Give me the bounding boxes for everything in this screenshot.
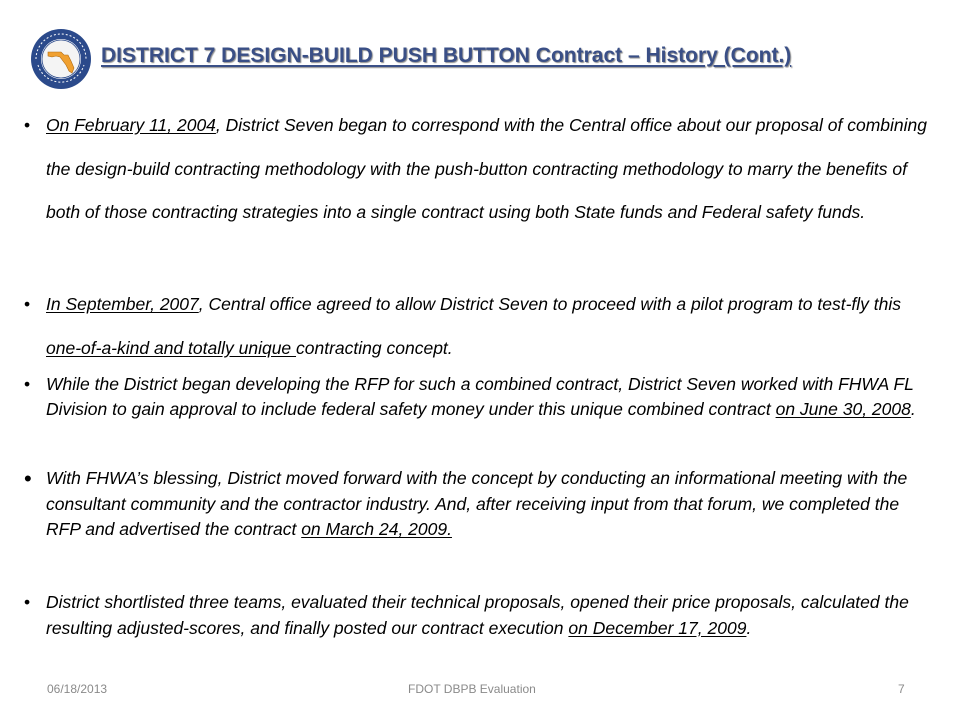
bullet-item — [46, 590, 930, 641]
page-title: DISTRICT 7 DESIGN-BUILD PUSH BUTTON Contract – History (Cont.) — [101, 44, 792, 67]
date-highlight: on December 17, 2009 — [568, 617, 747, 638]
bullet-item — [46, 104, 930, 235]
bullet-item — [46, 282, 930, 370]
bullet-text: . — [746, 617, 752, 638]
bullet-text: District shortlisted three teams, evaluated their technical proposals, opened their price proposals, calculated the resulting adjusted-scores, and finally posted our contract execution — [46, 592, 909, 638]
fdot-seal-icon — [30, 28, 92, 90]
bullet-text: , District Seven began to correspond with the Central office about our proposal of combining the design-build contracting methodology with the push-button contracting methodology to marry the benefits of both of those contracting strategies into a single contract using both State funds and Federal safety funds. — [46, 115, 928, 222]
footer-date: 06/18/2013 — [47, 682, 108, 696]
bullet-text: contracting concept. — [296, 338, 453, 358]
bullet-text: . — [910, 399, 916, 419]
bullet-item — [46, 466, 930, 543]
footer-title: FDOT DBPB Evaluation — [408, 682, 536, 696]
page-number: 7 — [898, 682, 905, 696]
emphasis-highlight: one-of-a-kind and totally unique — [46, 338, 297, 358]
date-highlight: on June 30, 2008 — [775, 399, 911, 419]
date-highlight: On February 11, 2004 — [46, 115, 216, 135]
bullet-item — [46, 372, 930, 422]
date-highlight: In September, 2007 — [46, 294, 199, 314]
bullet-text: , Central office agreed to allow District Seven to proceed with a pilot program to test-fly this — [198, 294, 902, 314]
bullet-text: With FHWA’s blessing, District moved forward with the concept by conducting an informational meeting with the consultant community and the contractor industry. And, after receiving input from that forum, we completed the RFP and advertised the contract — [46, 468, 908, 539]
bullet-text: While the District began developing the RFP for such a combined contract, District Seven worked with FHWA FL Division to gain approval to include federal safety money under this unique combined contract — [46, 374, 914, 419]
date-highlight: on March 24, 2009. — [301, 519, 452, 539]
